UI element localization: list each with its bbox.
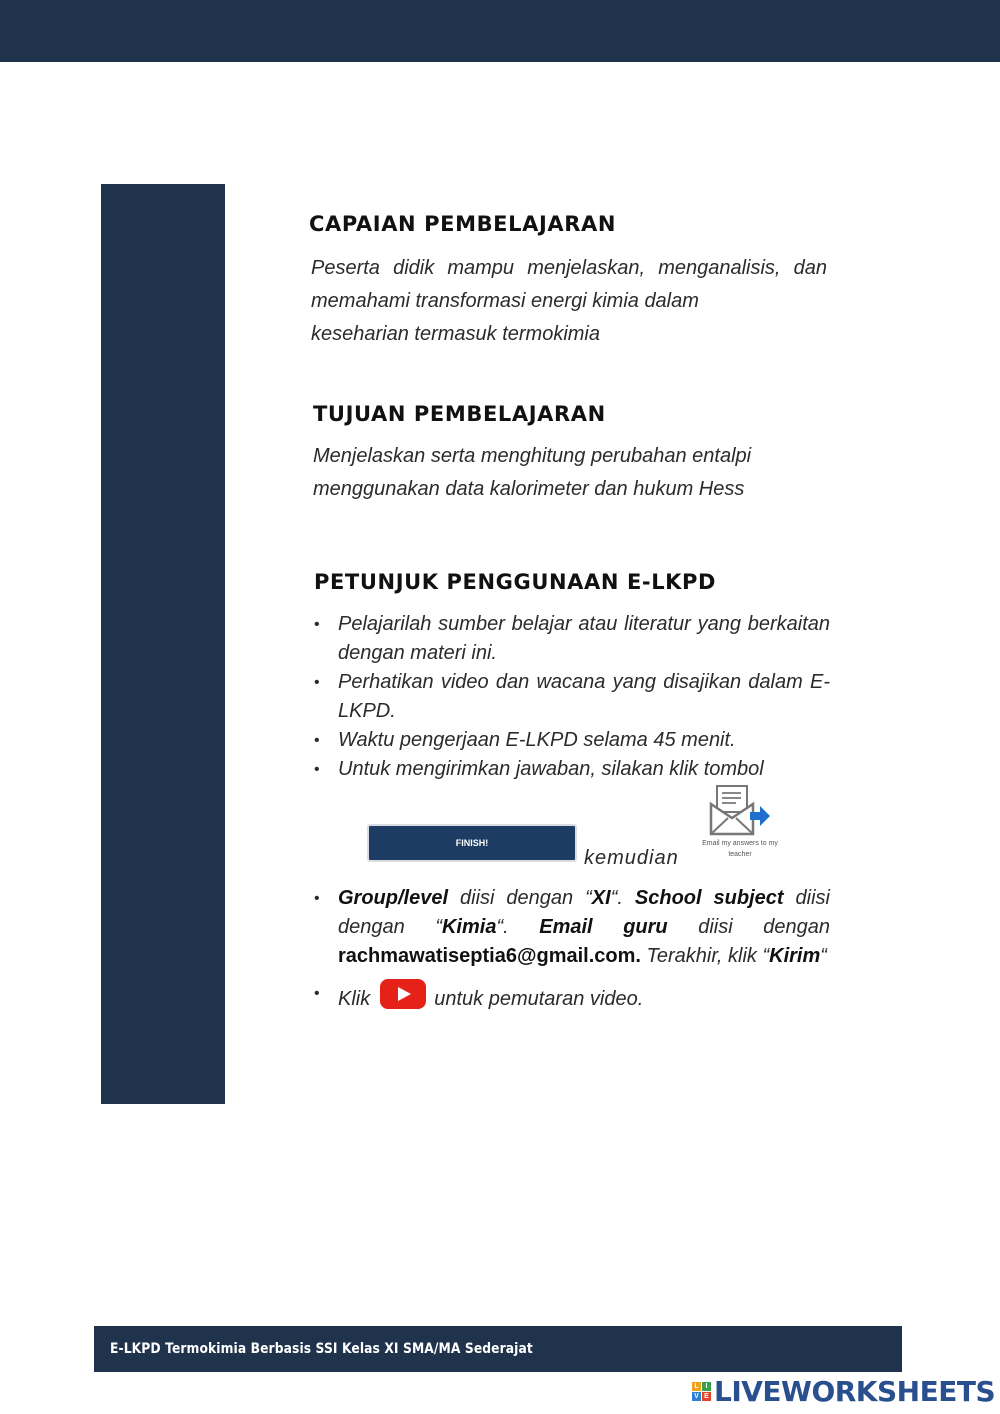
item5-text: diisi dengan “ — [338, 887, 830, 938]
liveworksheets-logo — [692, 1376, 995, 1406]
capaian-text-main: Peserta didik mampu menjelaskan, menganalisis, dan memahami transformasi energi kimia dalam — [311, 257, 827, 312]
item5-text: “ — [820, 945, 827, 967]
liveworksheets-logo-text: LIVEWORKSHEETS — [714, 1374, 996, 1408]
bullet: • — [314, 616, 320, 633]
list-item — [314, 755, 830, 884]
liveworksheets-logo-icon — [692, 1382, 711, 1401]
footer-bar — [94, 1326, 902, 1372]
kirim-value: Kirim — [769, 945, 821, 967]
tujuan-text-main: Menjelaskan serta menghitung perubahan entalpi — [313, 445, 752, 467]
school-subject-label: School subject — [634, 887, 784, 909]
tujuan-heading: TUJUAN PEMBELAJARAN — [313, 402, 606, 426]
finish-button[interactable]: FINISH! — [367, 824, 577, 862]
item5-text: “. — [496, 916, 540, 938]
teacher-email: rachmawatiseptia6@gmail.com. — [338, 945, 641, 967]
group-level-label: Group/level — [338, 887, 449, 909]
list-item — [314, 884, 830, 971]
capaian-text-last: keseharian termasuk termokimia — [311, 323, 600, 345]
kimia-value: Kimia — [441, 916, 497, 938]
item5-text: “. — [610, 887, 635, 909]
xi-value: XI — [591, 887, 611, 909]
list-item — [314, 610, 830, 668]
email-answers-button[interactable] — [692, 784, 788, 860]
left-decorative-bar — [101, 184, 225, 1104]
logo-icon-letter: L — [692, 1382, 701, 1391]
klik-text: Klik — [338, 988, 371, 1010]
petunjuk-heading: PETUNJUK PENGGUNAAN E-LKPD — [314, 570, 717, 594]
bullet: • — [314, 732, 320, 749]
item-text: Pelajarilah sumber belajar atau literatur yang berkaitan dengan materi ini. — [338, 613, 830, 664]
video-instruction-text: untuk pemutaran video. — [434, 988, 644, 1010]
youtube-play-icon — [380, 979, 426, 1009]
item5-text: diisi dengan “ — [448, 887, 592, 909]
capaian-heading: CAPAIAN PEMBELAJARAN — [309, 212, 617, 236]
logo-icon-letter: E — [702, 1392, 711, 1401]
tujuan-text — [313, 440, 829, 506]
list-item — [314, 726, 830, 755]
email-guru-label: Email guru — [539, 916, 668, 938]
capaian-text — [311, 252, 827, 351]
logo-icon-letter: I — [702, 1382, 711, 1391]
list-item — [314, 668, 830, 726]
item5-text: Terakhir, klik “ — [640, 945, 770, 967]
tujuan-text-last: menggunakan data kalorimeter dan hukum Hess — [313, 478, 745, 500]
email-envelope-icon — [708, 784, 772, 838]
bullet: • — [314, 674, 320, 691]
list-item — [314, 979, 830, 1014]
submit-instructions-row — [338, 784, 830, 884]
item-text: Untuk mengirimkan jawaban, silakan klik tombol — [338, 758, 764, 780]
footer-title: E-LKPD Termokimia Berbasis SSI Kelas XI SMA/MA Sederajat — [110, 1341, 533, 1357]
top-header-band — [0, 0, 1000, 62]
item-text: Perhatikan video dan wacana yang disajikan dalam E-LKPD. — [338, 671, 830, 722]
petunjuk-list — [314, 610, 830, 1014]
item5-text: diisi dengan — [667, 916, 830, 938]
item-text: Waktu pengerjaan E-LKPD selama 45 menit. — [338, 729, 736, 751]
bullet: • — [314, 890, 320, 907]
bullet: • — [314, 985, 320, 1002]
youtube-play-button[interactable] — [380, 979, 426, 1009]
logo-icon-letter: V — [692, 1392, 701, 1401]
bullet: • — [314, 761, 320, 778]
email-caption: Email my answers to my teacher — [702, 840, 778, 858]
kemudian-text: kemudian — [584, 847, 679, 869]
